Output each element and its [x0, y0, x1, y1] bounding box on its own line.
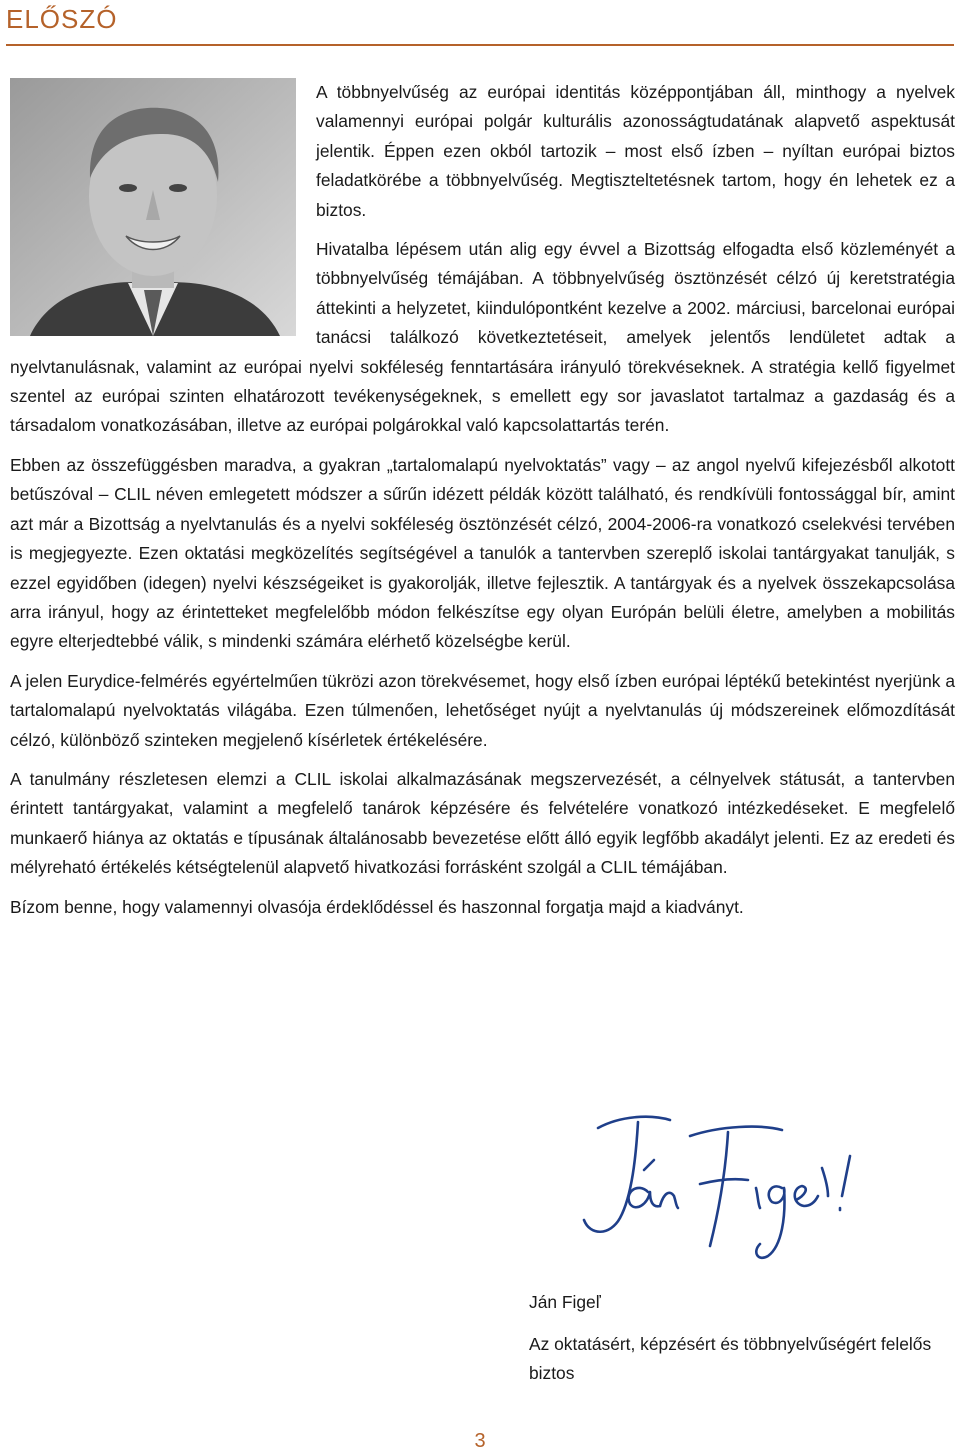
signatory-role: Az oktatásért, képzésért és többnyelvűségért felelős biztos: [529, 1334, 932, 1383]
page-number: 3: [474, 1430, 486, 1452]
paragraph-2: Hivatalba lépésem után alig egy évvel a Bizottság elfogadta első közleményét a többnyelvűség témájában. A többnyelvűség ösztönzését célzó új keretstratégia áttekinti a helyzetet, kiindulópontként kezelve a 2002. márciusi, barcelonai európai tanácsi találkozó következtetéseit, amelyek jelentős lendületet adtak a nyelvtanulásnak, valamint az európai nyelvi sokféleség fenntartására irányuló törekvéseknek. A stratégia kellő figyelmet szentel az európai szinten elhatározott tevékenységeknek, s emellett egy sor javaslatot tartalmaz a gazdaság és a társadalom vonatkozásában, illetve az európai polgárokkal való kapcsolattartás terén.: [10, 239, 955, 436]
portrait-photo-icon: [10, 78, 296, 336]
paragraph-5: A tanulmány részletesen elemzi a CLIL iskolai alkalmazásának megszervezését, a célnyelvek státusát, a tantervben érintett tantárgyakat, valamint a megfelelő tanárok képzésére és felvételére vonatkozó intézkedéseket. E megfelelő munkaerő hiánya az oktatás e típusának általánosabb bevezetése előtt álló egyik legfőbb akadályt jelenti. Ez az eredeti és mélyreható értékelés kétségtelenül alapvető hivatkozási forrásként szolgál a CLIL témájában.: [10, 768, 955, 878]
title-divider: [6, 44, 954, 46]
paragraph-1: A többnyelvűség az európai identitás középpontjában áll, minthogy a nyelvek valamennyi európai polgár kulturális azonosságtudatának alapvető aspektusát jelentik. Éppen ezen okból tartozik – most első ízben – nyíltan európai biztos feladatkörébe a többnyelvűség. Megtiszteltetésnek tartom, hogy én lehetek ez a biztos.: [316, 82, 955, 220]
page-header: [0, 0, 960, 48]
paragraph-3: Ebben az összefüggésben maradva, a gyakran „tartalomalapú nyelvoktatás” vagy – az angol nyelvű kifejezésből alkotott betűszóval – CLIL néven emlegetett módszer a sűrűn idézett példák között található, és rendkívüli fontossággal bír, amint azt már a Bizottság a nyelvtanulás és a nyelvi sokféleség ösztönzését célzó, 2004-2006-ra vonatkozó cselekvési tervében is megjegyezte. Ezen oktatási megközelítés segítségével a tanulók a tantervben szereplő iskolai tantárgyakat tanulják, s ezzel egyidőben (idegen) nyelvi készségeiket is gyakorolják, illetve fejlesztik. A tantárgyak és a nyelvek összekapcsolása arra irányul, hogy az érintetteket megfelelőbb módon felkészítse egy olyan Európán belüli életre, amelyben a mobilitás egyre elterjedtebbé válik, s mindenki számára elérhető közelségbe kerül.: [10, 454, 955, 652]
page-title: ELŐSZÓ: [6, 4, 118, 34]
signatory-name: Ján Figeľ: [529, 1292, 601, 1312]
foreword-body: [10, 78, 955, 932]
handwritten-signature-icon: [520, 1096, 940, 1286]
paragraph-4: A jelen Eurydice-felmérés egyértelműen tükrözi azon törekvésemet, hogy első ízben európai léptékű betekintést nyerjünk a tartalomalapú nyelvoktatás világába. Ezen túlmenően, lehetőséget nyújt a nyelvtanulás új módszereinek előmozdítását célzó, különböző szinteken megjelenő kísérletek értékelésére.: [10, 670, 955, 750]
paragraph-6: Bízom benne, hogy valamennyi olvasója érdeklődéssel és haszonnal forgatja majd a kiadványt.: [10, 896, 744, 917]
